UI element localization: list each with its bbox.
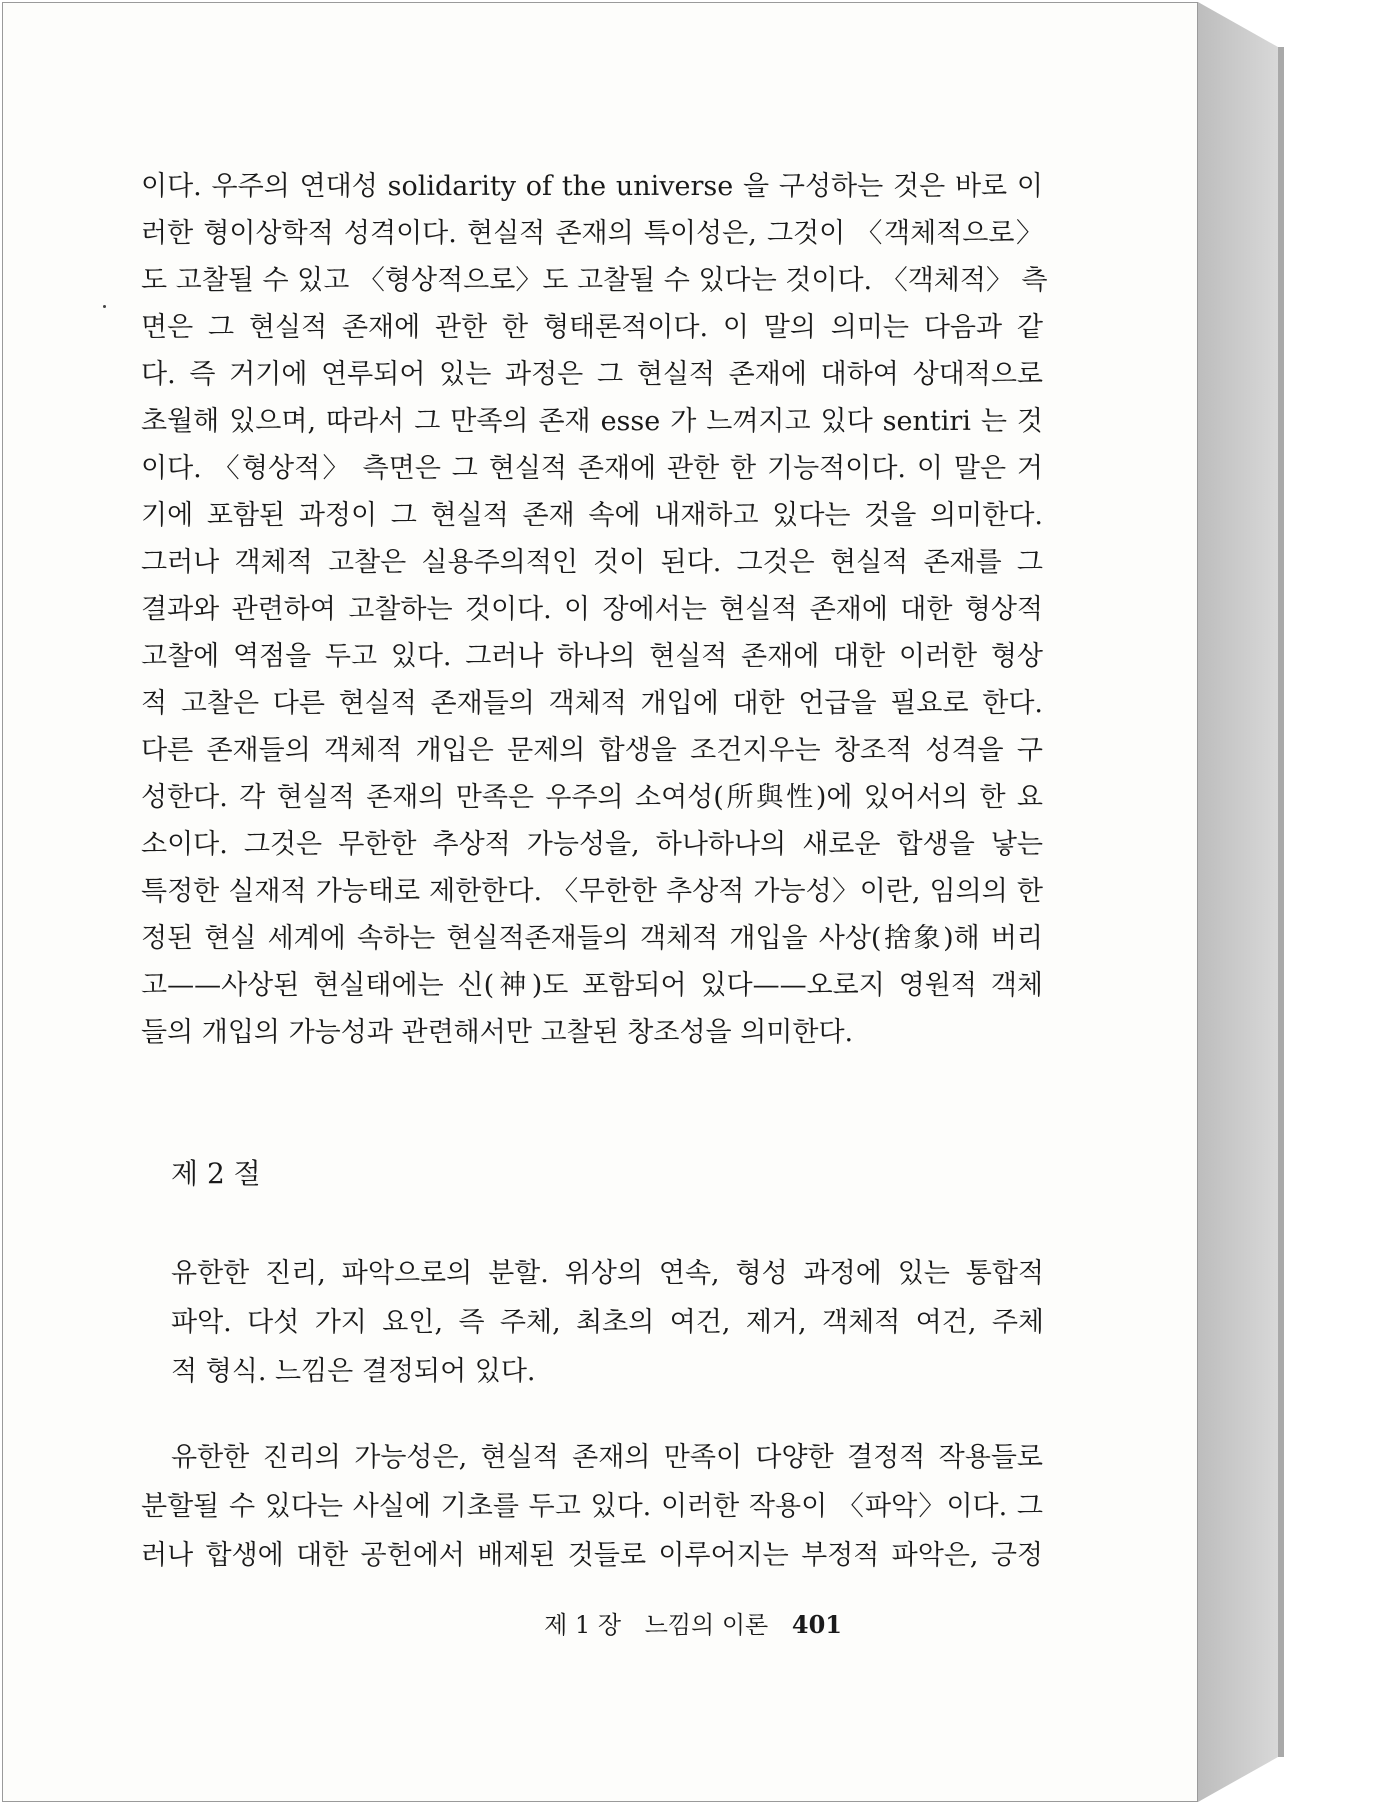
section-heading: 제 2 절 xyxy=(171,1157,261,1190)
book-thickness-edge xyxy=(1198,2,1278,1802)
scan-speck xyxy=(103,305,106,308)
text-line: 특정한 실재적 가능태로 제한한다. 〈무한한 추상적 가능성〉이란, 임의의 한 xyxy=(141,876,1043,907)
summary-line: 적 형식. 느낌은 결정되어 있다. xyxy=(171,1356,536,1387)
summary-line: 파악. 다섯 가지 요인, 즉 주체, 최초의 여건, 제거, 객체적 여건, 주체 xyxy=(171,1307,1044,1338)
footer-title: 느낌의 이론 xyxy=(644,1611,769,1639)
text-line: 분할될 수 있다는 사실에 기초를 두고 있다. 이러한 작용이 〈파악〉이다. 그 xyxy=(141,1491,1043,1522)
book-page xyxy=(2,2,1198,1802)
text-line: 초월해 있으며, 따라서 그 만족의 존재 esse 가 느껴지고 있다 sentiri 는 것 xyxy=(141,406,1043,437)
main-paragraph xyxy=(141,163,1048,1056)
text-line: 도 고찰될 수 있고 〈형상적으로〉도 고찰될 수 있다는 것이다. 〈객체적〉 측 xyxy=(141,265,1048,296)
text-line: 고——사상된 현실태에는 신(神)도 포함되어 있다——오로지 영원적 객체 xyxy=(141,970,1043,1001)
text-line: 다. 즉 거기에 연루되어 있는 과정은 그 현실적 존재에 대하여 상대적으로 xyxy=(141,359,1043,390)
text-line: 고찰에 역점을 두고 있다. 그러나 하나의 현실적 존재에 대한 이러한 형상 xyxy=(141,641,1043,672)
body-paragraph xyxy=(141,1433,1043,1580)
text-line: 다른 존재들의 객체적 개입은 문제의 합생을 조건지우는 창조적 성격을 구 xyxy=(141,735,1043,766)
text-line: 정된 현실 세계에 속하는 현실적존재들의 객체적 개입을 사상(捨象)해 버리 xyxy=(141,923,1043,954)
text-line: 소이다. 그것은 무한한 추상적 가능성을, 하나하나의 새로운 합생을 낳는 xyxy=(141,829,1043,860)
text-line: 적 고찰은 다른 현실적 존재들의 객체적 개입에 대한 언급을 필요로 한다. xyxy=(141,688,1043,719)
section-summary xyxy=(171,1249,1044,1396)
text-line: 러나 합생에 대한 공헌에서 배제된 것들로 이루어지는 부정적 파악은, 긍정 xyxy=(141,1540,1043,1571)
footer-chapter: 제 1 장 xyxy=(544,1611,622,1639)
text-line: 이다. 우주의 연대성 solidarity of the universe 을 구성하는 것은 바로 이 xyxy=(141,171,1043,202)
text-line: 결과와 관련하여 고찰하는 것이다. 이 장에서는 현실적 존재에 대한 형상적 xyxy=(141,594,1043,625)
text-line: 들의 개입의 가능성과 관련해서만 고찰된 창조성을 의미한다. xyxy=(141,1017,854,1048)
text-line: 면은 그 현실적 존재에 관한 한 형태론적이다. 이 말의 의미는 다음과 같 xyxy=(141,312,1043,343)
text-line: 이다. 〈형상적〉 측면은 그 현실적 존재에 관한 한 기능적이다. 이 말은 거 xyxy=(141,453,1043,484)
running-footer xyxy=(528,1605,842,1645)
text-line: 그러나 객체적 고찰은 실용주의적인 것이 된다. 그것은 현실적 존재를 그 xyxy=(141,547,1043,578)
text-line: 성한다. 각 현실적 존재의 만족은 우주의 소여성(所與性)에 있어서의 한 요 xyxy=(141,782,1043,813)
text-line: 유한한 진리의 가능성은, 현실적 존재의 만족이 다양한 결정적 작용들로 xyxy=(171,1442,1043,1473)
text-line: 기에 포함된 과정이 그 현실적 존재 속에 내재하고 있다는 것을 의미한다. xyxy=(141,500,1043,531)
text-line: 러한 형이상학적 성격이다. 현실적 존재의 특이성은, 그것이 〈객체적으로〉 xyxy=(141,218,1043,249)
summary-line: 유한한 진리, 파악으로의 분할. 위상의 연속, 형성 과정에 있는 통합적 xyxy=(171,1258,1044,1289)
book-spine-shadow xyxy=(1278,47,1284,1757)
page-number: 401 xyxy=(791,1610,842,1639)
